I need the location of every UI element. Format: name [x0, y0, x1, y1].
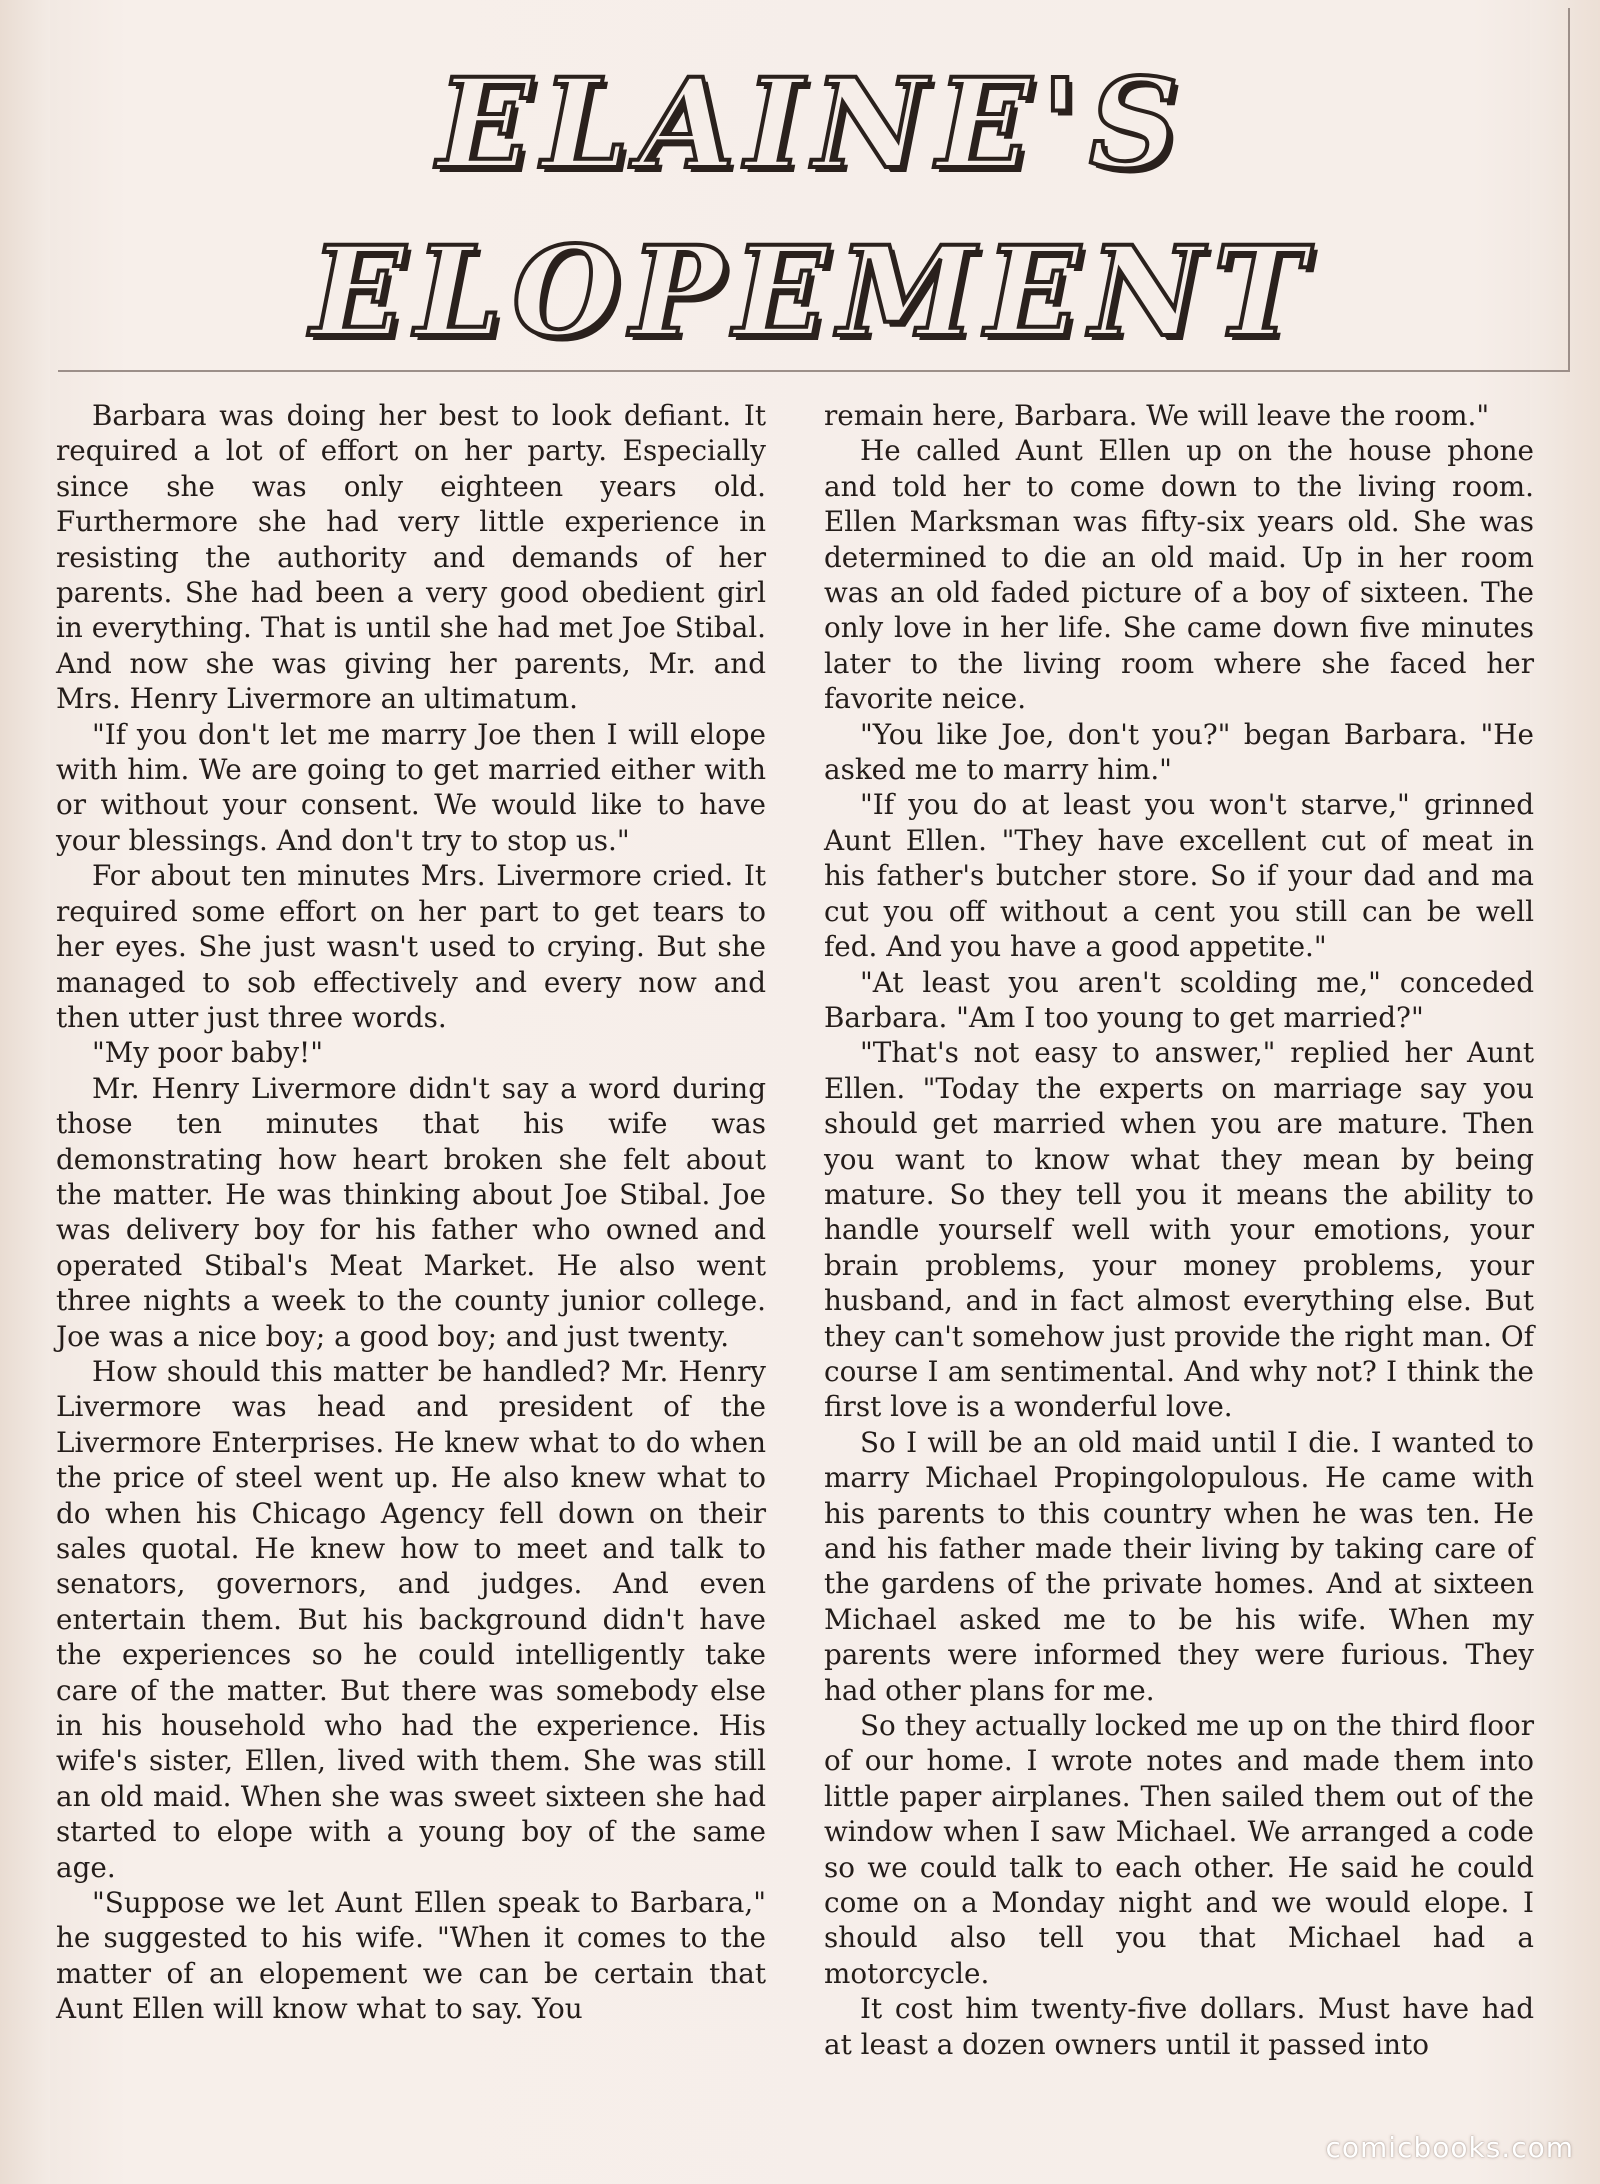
- paragraph: "That's not easy to answer," replied her Aunt Ellen. "Today the experts on marriage say you should get married when you are mature. Then you want to know what they mean by being mature. So they tell you it means the ability to handle yourself well with your emotions, your brain problems, your money problems, your husband, and in fact almost everything else. But they can't somehow just provide the right man. Of course I am sentimental. And why not? I think the first love is a wonderful love.: [824, 1036, 1534, 1424]
- paragraph: So I will be an old maid until I die. I wanted to marry Michael Propingolopulous. He came with his parents to this country when he was ten. He and his father made their living by taking care of the gardens of the private homes. And at sixteen Michael asked me to be his wife. When my parents were informed they were furious. They had other plans for me.: [824, 1425, 1534, 1707]
- paragraph: Barbara was doing her best to look defiant. It required a lot of effort on her party. Especially since she was only eighteen years old. Furthermore she had very little experience in resisting the authority and demands of her parents. She had been a very good obedient girl in everything. That is until she had met Joe Stibal. And now she was giving her parents, Mr. and Mrs. Henry Livermore an ultimatum.: [56, 399, 766, 716]
- paragraph: "You like Joe, don't you?" began Barbara. "He asked me to marry him.": [824, 717, 1534, 787]
- paragraph: So they actually locked me up on the third floor of our home. I wrote notes and made them into little paper airplanes. Then sailed them out of the window when I saw Michael. We arranged a code so we could talk to each other. He said he could come on a Monday night and we would elope. I should also tell you that Michael had a motorcycle.: [824, 1709, 1534, 1990]
- paragraph: How should this matter be handled? Mr. Henry Livermore was head and president of the Livermore Enterprises. He knew what to do when the price of steel went up. He also knew what to do when his Chicago Agency fell down on their sales quotal. He knew how to meet and talk to senators, governors, and judges. And even entertain them. But his background didn't have the experiences so he could intelligently take care of the matter. But there was somebody else in his household who had the experience. His wife's sister, Ellen, lived with them. She was still an old maid. When she was sweet sixteen she had started to elope with a young boy of the same age.: [56, 1354, 766, 1884]
- paragraph: "Suppose we let Aunt Ellen speak to Barbara," he suggested to his wife. "When it comes to the matter of an elopement we can be certain that Aunt Ellen will know what to say. You: [56, 1886, 766, 2026]
- paragraph: "If you don't let me marry Joe then I will elope with him. We are going to get married either with or without your consent. We would like to have your blessings. And don't try to stop us.": [56, 717, 766, 857]
- paragraph: It cost him twenty-five dollars. Must have had at least a dozen owners until it passed into: [824, 1992, 1534, 2061]
- paragraph: "At least you aren't scolding me," conceded Barbara. "Am I too young to get married?": [824, 965, 1534, 1034]
- paragraph: Mr. Henry Livermore didn't say a word during those ten minutes that his wife was demonstrating how heart broken she felt about the matter. He was thinking about Joe Stibal. Joe was delivery boy for his father who owned and operated Stibal's Meat Market. He also went three nights a week to the county junior college. Joe was a nice boy; a good boy; and just twenty.: [56, 1071, 766, 1353]
- story-title-line-1: ELAINE'S: [437, 52, 1189, 197]
- paragraph: He called Aunt Ellen up on the house phone and told her to come down to the living room. Ellen Marksman was fifty-six years old. She was determined to die an old maid. Up in her room was an old faded picture of a boy of sixteen. The only love in her life. She came down five minutes later to the living room where she faced her favorite neice.: [824, 434, 1534, 716]
- watermark: comicbooks.com: [1325, 2131, 1574, 2164]
- title-panel: [58, 8, 1570, 372]
- page-edge-left: [0, 0, 50, 2184]
- paragraph: For about ten minutes Mrs. Livermore cried. It required some effort on her part to get tears to her eyes. She just wasn't used to crying. But she managed to sob effectively and every now and then utter just three words.: [56, 859, 766, 1034]
- paragraph-continuation: remain here, Barbara. We will leave the room.": [824, 399, 1490, 432]
- paragraph: "My poor baby!": [92, 1036, 323, 1070]
- story-title-line-2: ELOPEMENT: [310, 220, 1316, 365]
- paragraph: "If you do at least you won't starve," grinned Aunt Ellen. "They have excellent cut of meat in his father's butcher store. So if your dad and ma cut you off without a cent you still can be well fed. And you have a good appetite.": [824, 788, 1534, 964]
- text-column-left: [56, 398, 766, 2027]
- text-column-right: [824, 398, 1534, 2062]
